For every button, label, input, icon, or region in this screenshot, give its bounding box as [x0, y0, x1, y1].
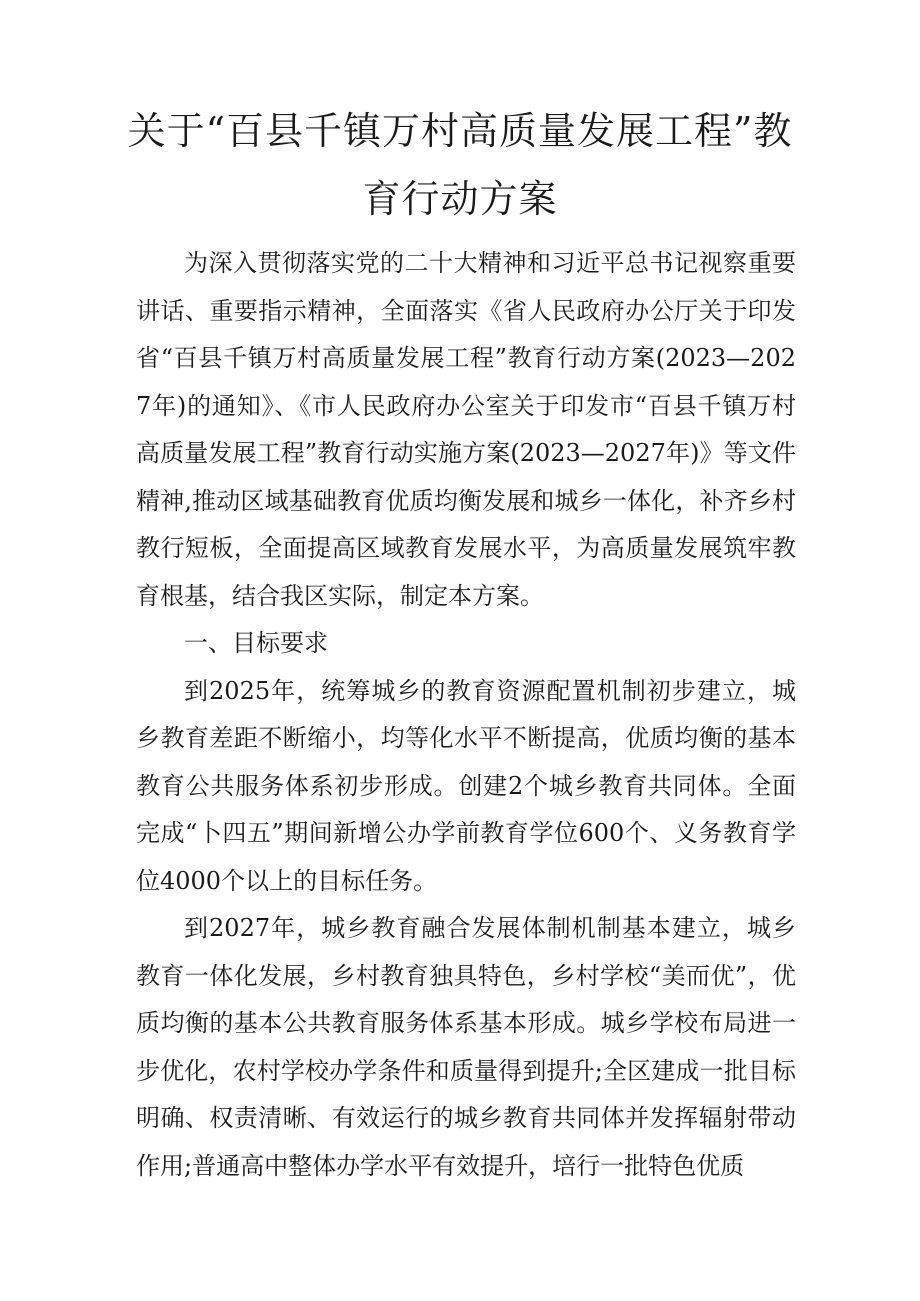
document-body [136, 240, 796, 1190]
section-heading-goals: 一、目标要求 [184, 629, 328, 657]
goal-2025-paragraph: 到2025年，统筹城乡的教育资源配置机制初步建立，城乡教育差距不断缩小，均等化水平不断提高，优质均衡的基本教育公共服务体系初步形成。创建2个城乡教育共同体。全面完成“卜四五”期间新增公办学前教育学位600个、义务教育学位4000个以上的目标任务。 [136, 676, 796, 895]
document-title-line-2: 育行动方案 [362, 177, 558, 221]
document-title-line-1: 关于“百县千镇万村高质量发展工程”教 [127, 109, 793, 153]
goal-2027-paragraph: 到2027年，城乡教育融合发展体制机制基本建立，城乡教育一体化发展，乡村教育独具特色，乡村学校“美而优”，优质均衡的基本公共教育服务体系基本形成。城乡学校布局进一步优化，农村学校办学条件和质量得到提升;全区建成一批目标明确、权责清晰、有效运行的城乡教育共同体并发挥辐射带动作用;普通高中整体办学水平有效提升，培行一批特色优质 [136, 914, 796, 1180]
intro-paragraph: 为深入贯彻落实党的二十大精神和习近平总书记视察重要讲话、重要指示精神，全面落实《省人民政府办公厅关于印发省“百县千镇万村高质量发展工程”教育行动方案(2023—2027年)的通知》、《市人民政府办公室关于印发市“百县千镇万村高质量发展工程”教育行动实施方案(2023—2027年)》等文件精神,推动区域基础教育优质均衡发展和城乡一体化，补齐乡村教行短板，全面提高区域教育发展水平，为高质量发展筑牢教育根基，结合我区实际，制定本方案。 [136, 249, 796, 610]
